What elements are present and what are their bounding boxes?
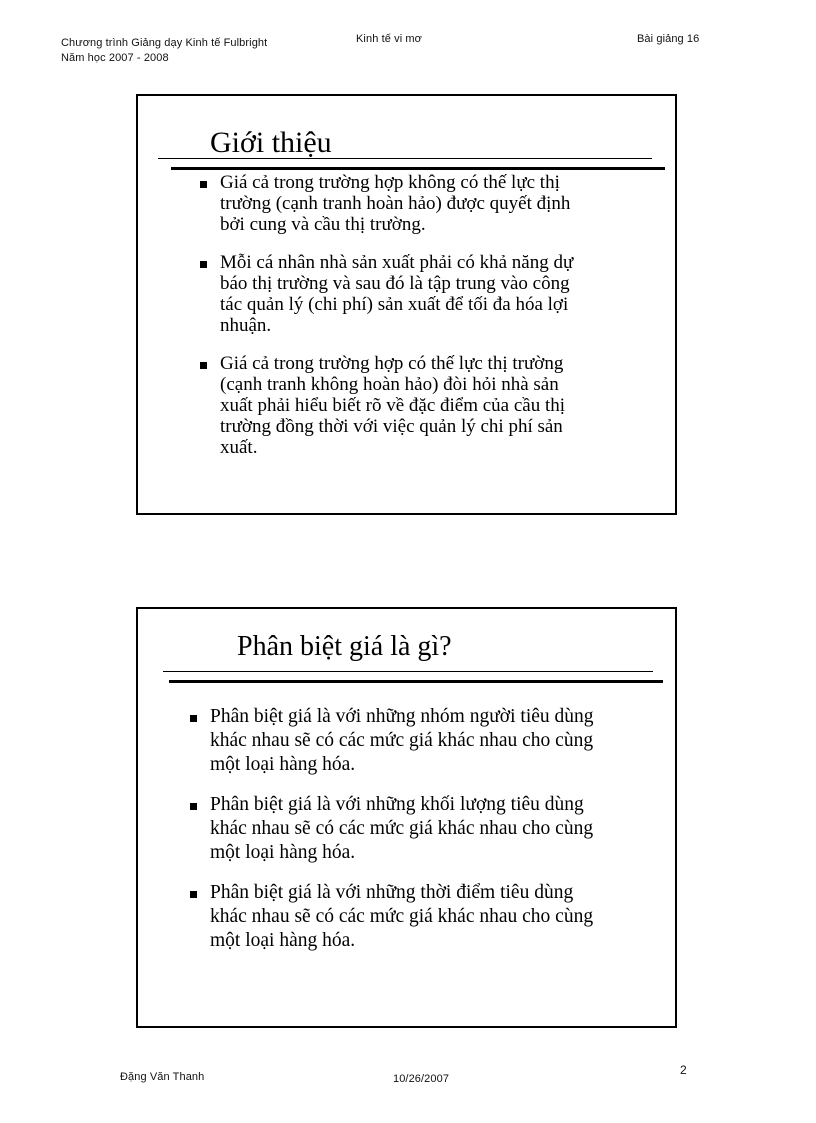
bullet-line: một loại hàng hóa. [210,930,356,951]
bullet-line: một loại hàng hóa. [210,754,356,775]
bullet-line: tác quản lý (chi phí) sản xuất để tối đa hóa lợi [220,294,569,315]
bullet-line: nhuận. [220,315,272,336]
bullet-line: bởi cung và cầu thị trường. [220,214,426,235]
bullet-item [200,353,573,458]
title-rule-thick [171,167,665,170]
header-year: Năm học 2007 - 2008 [61,52,169,64]
header-program: Chương trình Giảng dạy Kinh tế Fulbright [61,37,268,49]
square-bullet-icon [190,803,197,810]
bullet-line: Phân biệt giá là với những nhóm người tiêu dùng [210,706,594,727]
bullet-item [190,793,594,865]
title-rule-thick [169,680,663,683]
header-course: Kinh tế vi mơ [356,33,422,45]
title-rule-thin [163,671,653,672]
bullet-line: Phân biệt giá là với những khối lượng tiêu dùng [210,794,584,815]
title-rule-thin [158,158,652,159]
bullet-item [200,252,573,336]
bullet-line: Phân biệt giá là với những thời điểm tiêu dùng [210,882,574,903]
bullet-line: xuất. [220,437,258,458]
footer-date: 10/26/2007 [393,1073,450,1085]
header-lecture: Bài giảng 16 [637,33,700,45]
square-bullet-icon [190,891,197,898]
bullet-line: (cạnh tranh không hoàn hảo) đòi hỏi nhà sản [220,374,559,395]
bullet-line: khác nhau sẽ có các mức giá khác nhau cho cùng [210,730,594,751]
slide-title: Phân biệt giá là gì? [237,631,452,662]
bullet-list [190,705,594,969]
square-bullet-icon [190,715,197,722]
square-bullet-icon [200,181,207,188]
footer-author: Đặng Văn Thanh [120,1071,205,1083]
bullet-line: Mỗi cá nhân nhà sản xuất phải có khả năng dự [220,252,574,273]
bullet-line: xuất phải hiểu biết rõ về đặc điểm của cầu thị [220,395,566,416]
slide-price-discrimination [136,607,677,1028]
square-bullet-icon [200,362,207,369]
bullet-line: trường đồng thời với việc quản lý chi phí sản [220,416,563,437]
bullet-list [200,172,573,475]
slide-introduction [136,94,677,515]
bullet-line: Giá cả trong trường hợp không có thế lực thị [220,172,560,193]
bullet-line: báo thị trường và sau đó là tập trung vào công [220,273,570,294]
bullet-line: khác nhau sẽ có các mức giá khác nhau cho cùng [210,906,594,927]
bullet-line: khác nhau sẽ có các mức giá khác nhau cho cùng [210,818,594,839]
bullet-item [200,172,573,235]
bullet-item [190,705,594,777]
bullet-item [190,881,594,953]
footer-page-number: 2 [680,1063,687,1077]
square-bullet-icon [200,261,207,268]
bullet-line: một loại hàng hóa. [210,842,356,863]
bullet-line: trường (cạnh tranh hoàn hảo) được quyết định [220,193,571,214]
bullet-line: Giá cả trong trường hợp có thế lực thị trường [220,353,564,374]
slide-title: Giới thiệu [210,126,332,159]
